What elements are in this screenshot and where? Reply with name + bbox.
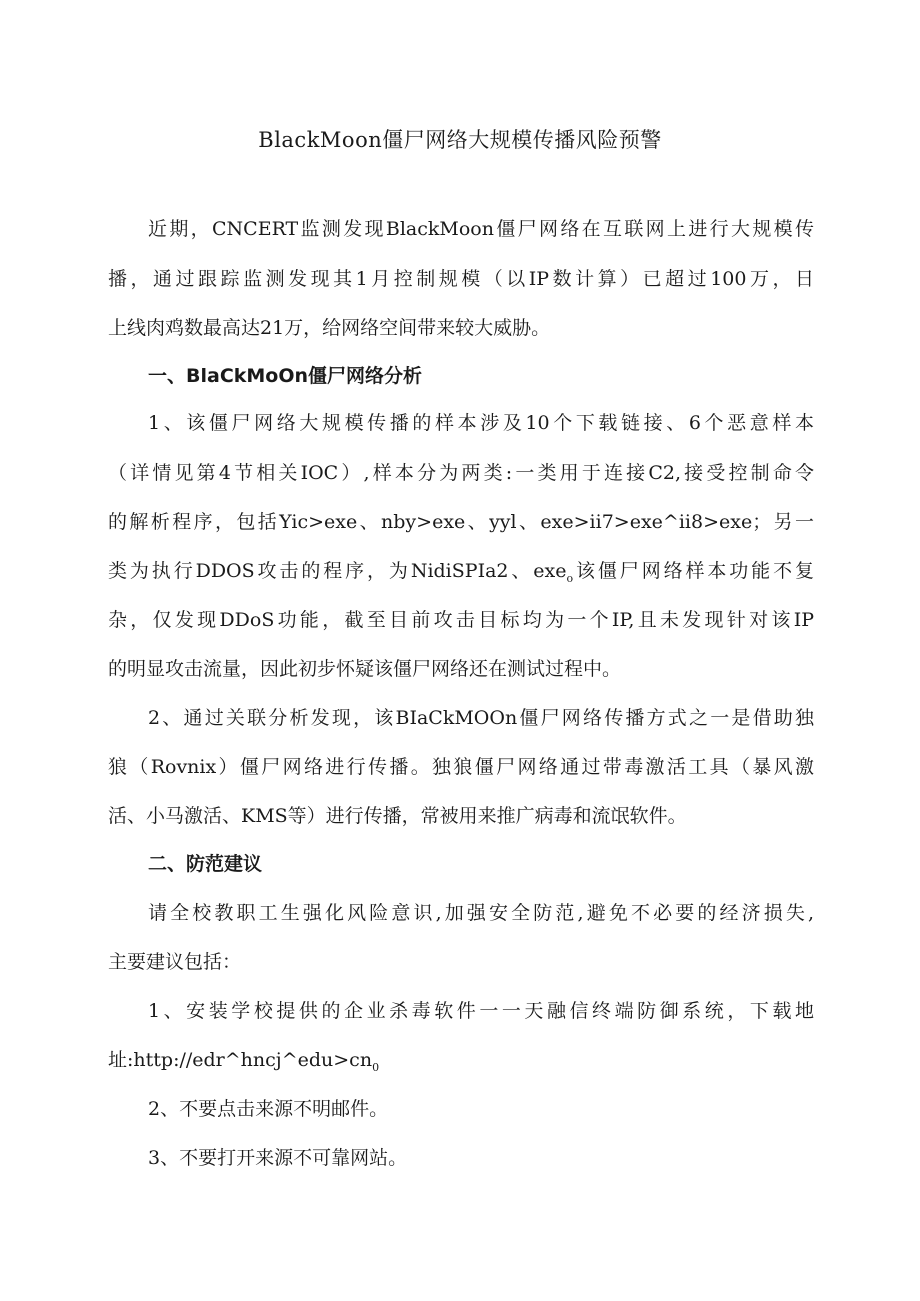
advice-1-url-subscript: 0 xyxy=(372,1060,380,1074)
analysis-p1-line-4-subscript: o xyxy=(566,571,574,585)
intro-line-3: 上线肉鸡数最高达21万，给网络空间带来较大威胁。 xyxy=(108,317,551,339)
advice-intro-line-1: 请全校教职工生强化风险意识,加强安全防范,避免不必要的经济损失, xyxy=(148,902,814,924)
analysis-p1-line-4 xyxy=(108,556,814,586)
advice-1-line-2 xyxy=(108,1045,814,1075)
analysis-p2-line-1: 2、通过关联分析发现，该BIaCkMOOn僵尸网络传播方式之一是借助独 xyxy=(148,707,814,729)
intro-line-1: 近期，CNCERT监测发现BlackMoon僵尸网络在互联网上进行大规模传 xyxy=(148,218,814,240)
intro-line-2: 播，通过跟踪监测发现其1月控制规模（以IP数计算）已超过100万，日 xyxy=(108,268,814,290)
analysis-p2-line-2: 狼（Rovnix）僵尸网络进行传播。独狼僵尸网络通过带毒激活工具（暴风激 xyxy=(108,756,814,778)
section-2-heading: 二、防范建议 xyxy=(148,853,263,875)
advice-1-line-1: 1、安装学校提供的企业杀毒软件一一天融信终端防御系统，下载地 xyxy=(148,1000,814,1022)
analysis-p1-line-6: 的明显攻击流量，因此初步怀疑该僵尸网络还在测试过程中。 xyxy=(108,658,622,680)
analysis-p1-line-4b: 该僵尸网络样本功能不复 xyxy=(573,560,814,582)
advice-2: 2、不要点击来源不明邮件。 xyxy=(148,1098,389,1120)
analysis-p2-line-3: 活、小马激活、KMS等）进行传播，常被用来推广病毒和流氓软件。 xyxy=(108,805,687,827)
analysis-p1-line-3: 的解析程序，包括Yic>exe、nby>exe、yyl、exe>ii7>exe^ii8>exe；另一 xyxy=(108,511,814,533)
advice-3: 3、不要打开来源不可靠网站。 xyxy=(148,1147,408,1169)
analysis-p1-line-2: （详情见第4节相关IOC）,样本分为两类:一类用于连接C2,接受控制命令 xyxy=(108,462,814,484)
analysis-p1-line-1: 1、该僵尸网络大规模传播的样本涉及10个下载链接、6个恶意样本 xyxy=(148,412,814,434)
analysis-p1-line-5: 杂，仅发现DDoS功能，截至目前攻击目标均为一个IP,且未发现针对该IP xyxy=(108,609,814,631)
analysis-p1-line-4a: 类为执行DDOS攻击的程序，为NidiSPIa2、exe xyxy=(108,560,567,582)
advice-1-url: 址:http://edr^hncj^edu>cn xyxy=(108,1049,373,1071)
section-1-heading: 一、BlaCkMoOn僵尸网络分析 xyxy=(148,365,423,387)
document-title: BlackMoon僵尸网络大规模传播风险预警 xyxy=(258,128,662,152)
advice-intro-line-2: 主要建议包括： xyxy=(108,951,242,973)
